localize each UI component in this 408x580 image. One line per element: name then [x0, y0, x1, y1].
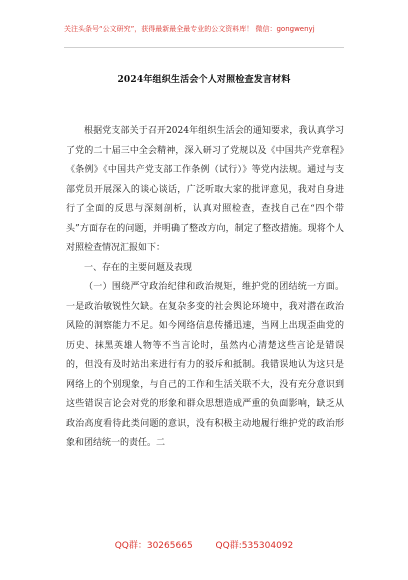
- header-banner: 关注头条号“公文研究”，获得最新最全最专业的公文资料库！ 微信：gongwenyj: [64, 25, 315, 33]
- body-paragraph: （一）围绕严守政治纪律和政治规矩，维护党的团结统一方面。一是政治敏锐性欠缺。在复杂多变的社会舆论环境中，我对潜在政治风险的洞察能力不足。如今网络信息传播迅速，当网上出现歪曲党的历史、抹黑英雄人物等不当言论时，虽然内心清楚这些言论是错误的，但没有及时站出来进行有力的驳斥和抵制。我错误地认为这只是网络上的个别现象，与自己的工作和生活关联不大，没有充分意识到这些错误言论会对党的形象和群众思想造成严重的负面影响，缺乏从政治高度看待此类问题的意识，没有积极主动地履行维护党的政治形象和团结统一的责任。二: [66, 282, 344, 448]
- document-body: [66, 122, 344, 454]
- footer-qq-group-2: QQ群:535304092: [215, 541, 294, 551]
- footer-qq-group-1: QQ群：30265665: [114, 541, 193, 551]
- document-title: 2024年组织生活会个人对照检查发言材料: [117, 75, 291, 85]
- section-heading: 一、存在的主要问题及表现: [84, 262, 193, 273]
- intro-paragraph: 根据党支部关于召开2024年组织生活会的通知要求，我认真学习了党的二十届三中全会精神，深入研习了党规以及《中国共产党章程》《条例》《中国共产党支部工作条例（试行）》等党内法规。通过与支部党员开展深入的谈心谈话，广泛听取大家的批评意见，我对自身进行了全面的反思与深刻剖析，认真对照检查，查找自己在“四个带头”方面存在的问题，并明确了整改方向，制定了整改措施。现将个人对照检查情况汇报如下：: [66, 126, 344, 253]
- header-divider: [64, 47, 344, 48]
- footer: [0, 538, 408, 551]
